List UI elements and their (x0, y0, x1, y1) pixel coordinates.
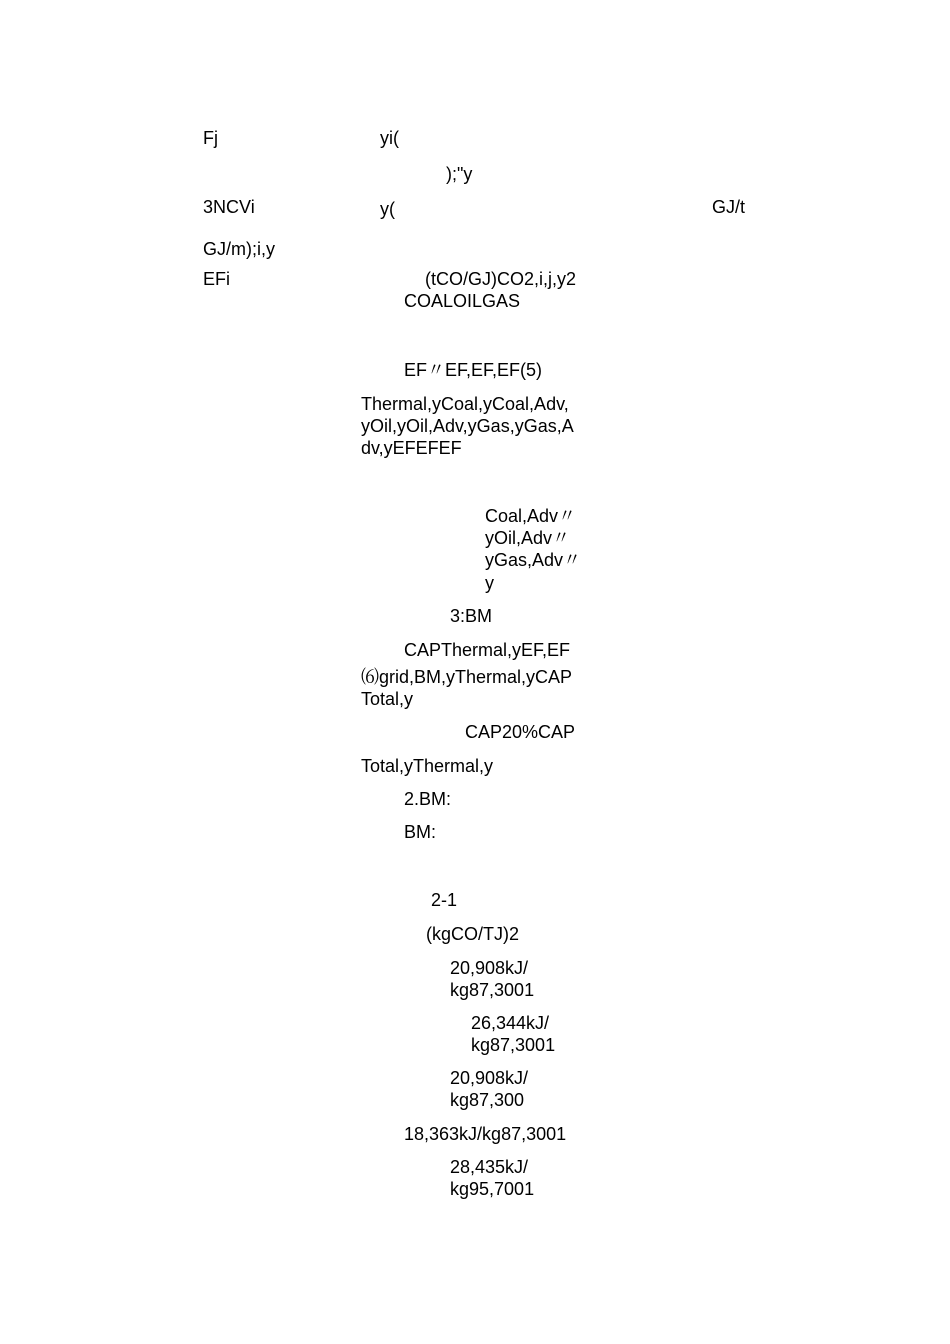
text-line: dv,yEFEFEF (361, 438, 462, 458)
text-line: 3NCVi (203, 197, 255, 217)
text-line: 2.BM: (404, 789, 452, 809)
text-line: 20,908kJ/ (450, 1068, 529, 1088)
text-line: Total,yThermal,y (361, 756, 494, 776)
text-line: 2-1 (431, 890, 458, 910)
text-line: COALOILGAS (404, 291, 521, 311)
text-line: Thermal,yCoal,yCoal,Adv, (361, 394, 569, 414)
text-line: Coal,Adv〃 (485, 506, 577, 526)
text-line: GJ/t (712, 197, 746, 217)
text-line: Fj (203, 128, 218, 148)
text-line: 28,435kJ/ (450, 1157, 529, 1177)
text-line: yGas,Adv〃 (485, 550, 582, 570)
text-line: y (485, 573, 494, 593)
text-line: 26,344kJ/ (471, 1013, 550, 1033)
text-line: );"y (446, 164, 473, 184)
text-line: (kgCO/TJ)2 (426, 924, 520, 944)
text-line: 18,363kJ/kg87,3001 (404, 1124, 567, 1144)
text-line: CAP20%CAP (465, 722, 576, 742)
text-line: kg95,7001 (450, 1179, 535, 1199)
text-line: GJ/m);i,y (203, 239, 275, 259)
text-line: EF〃EF,EF,EF(5) (404, 360, 543, 380)
text-line: 3:BM (450, 606, 493, 626)
text-line: BM: (404, 822, 437, 842)
text-line: yOil,Adv〃 (485, 528, 571, 548)
text-line: kg87,3001 (471, 1035, 556, 1055)
text-line: CAPThermal,yEF,EF (404, 640, 571, 660)
text-line: Total,y (361, 689, 414, 709)
text-line: y( (380, 199, 395, 219)
text-line: kg87,3001 (450, 980, 535, 1000)
text-line: ⑹grid,BM,yThermal,yCAP (361, 667, 573, 687)
text-line: yi( (380, 128, 399, 148)
text-line: (tCO/GJ)CO2,i,j,y2 (425, 269, 577, 289)
text-line: 20,908kJ/ (450, 958, 529, 978)
text-line: kg87,300 (450, 1090, 525, 1110)
text-line: yOil,yOil,Adv,yGas,yGas,A (361, 416, 574, 436)
text-line: EFi (203, 269, 230, 289)
